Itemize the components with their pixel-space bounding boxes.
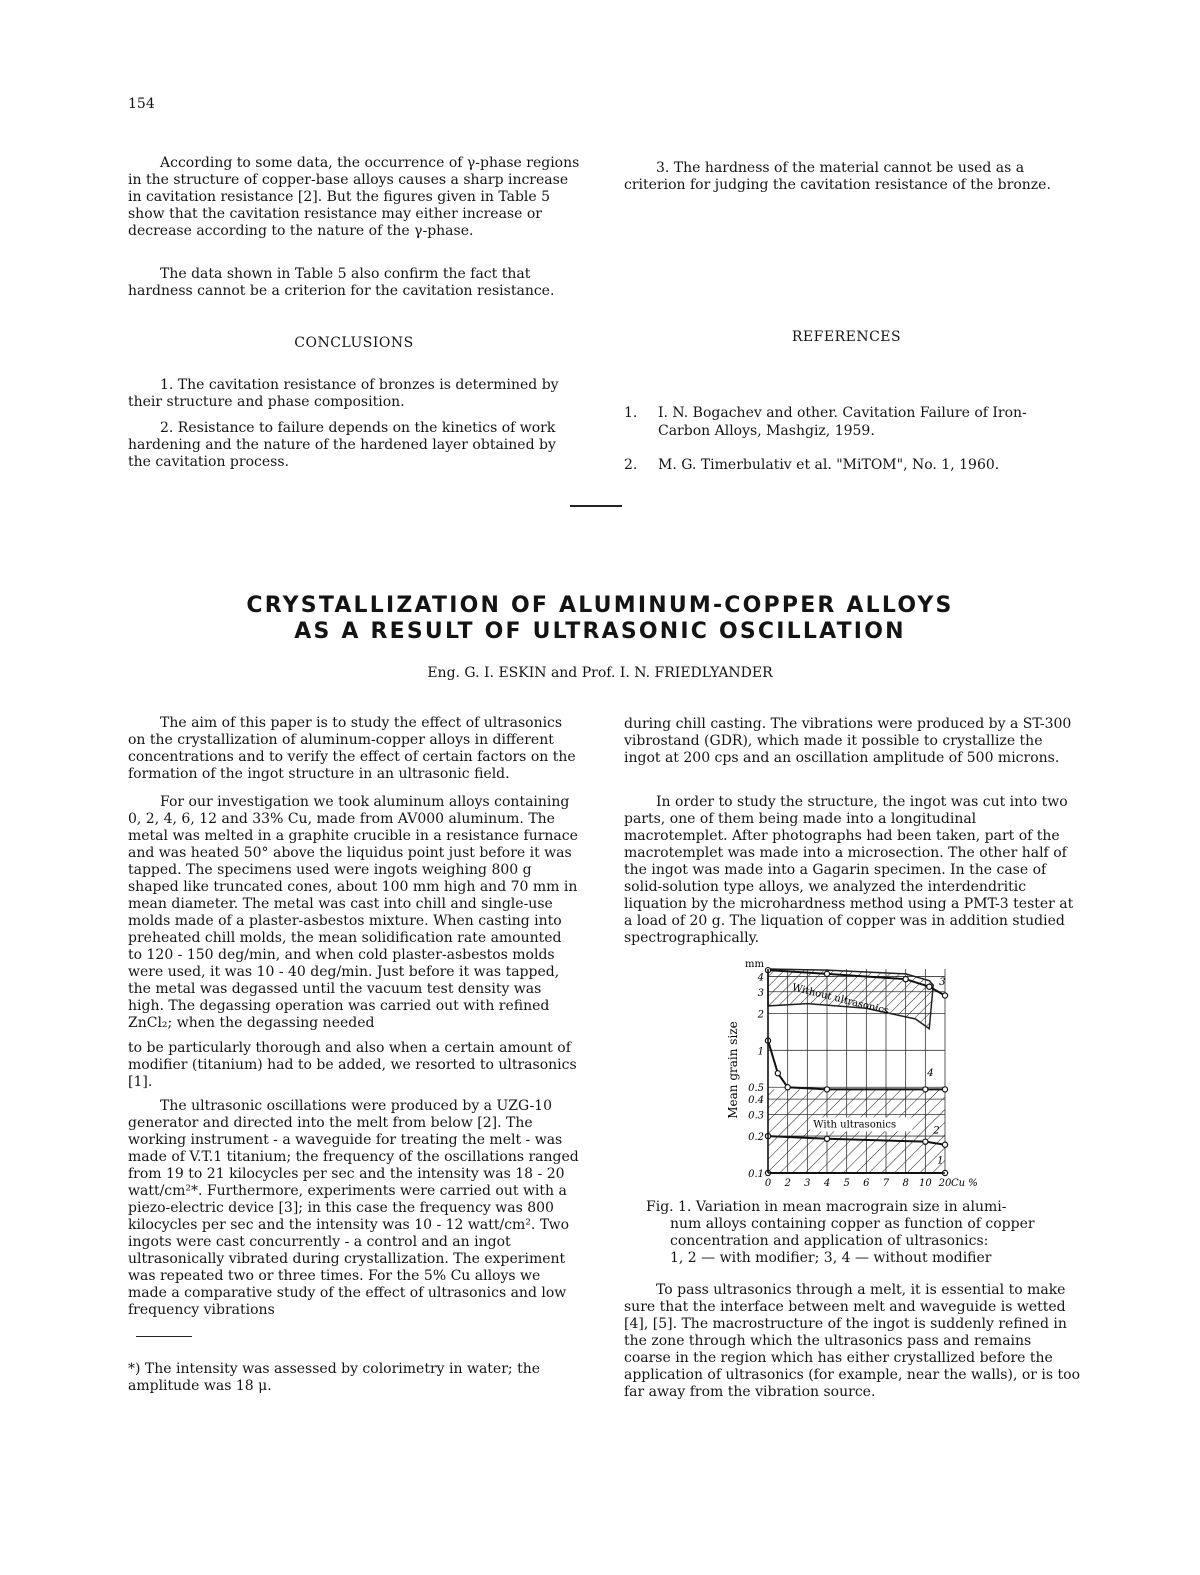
x-tick-label: 6	[863, 1178, 870, 1189]
caption-line: 1, 2 — with modifier; 3, 4 — without modifier	[670, 1250, 992, 1266]
series-point-2	[923, 1139, 928, 1144]
x-tick-label: 0	[764, 1178, 772, 1189]
reference-1	[624, 405, 1069, 445]
paragraph-structure: In order to study the structure, the ingot was cut into two parts, one of them being made into a longitudinal macrotemplet. After photographs had been taken, part of the macrotemplet was made into a microsection. The other half of the ingot was made into a Gagarin specimen. In the case of solid-solution type alloys, we analyzed the interdendritic liquation by the microhardness method using a PMT-3 tester at a load of 20 g. The liquation of copper was in addition studied spectrographically.	[624, 794, 1074, 946]
footnote-text: The intensity was assessed by colorimetry in water; the amplitude was 18 μ.	[128, 1361, 540, 1394]
figure-1-chart	[730, 955, 1020, 1190]
x-tick-label: 5	[843, 1178, 850, 1189]
y-tick-label: 3	[757, 987, 764, 999]
series-label-1: 1	[937, 1155, 944, 1167]
footnote-rule	[136, 1336, 192, 1337]
y-tick-label: 1	[757, 1046, 764, 1058]
band-label-without: Without ultrasonics	[790, 982, 890, 1017]
conclusion-3: 3. The hardness of the material cannot be used as a criterion for judging the cavitation resistance of the bronze.	[624, 160, 1051, 193]
paragraph-melt-interface: To pass ultrasonics through a melt, it is essential to make sure that the interface between melt and waveguide is wetted [4], [5]. The macrostructure of the ingot is suddenly refined in the zone through which the ultrasonics pass and remains coarse in the region which has either crystallized before the application of ultrasonics (for example, near the walls), or is too far away from the vibration source.	[624, 1282, 1081, 1400]
paragraph-chill-casting: during chill casting. The vibrations were produced by a ST-300 vibrostand (GDR), which made it possible to crystallize the ingot at 200 cps and an oscillation amplitude of 500 microns.	[624, 716, 1072, 766]
footnote-mark: *)	[128, 1361, 141, 1377]
series-line-4	[768, 1041, 945, 1090]
paragraph-ultrasonics-modifier: to be particularly thorough and also when a certain amount of modifier (titanium) had to be added, we resorted to ultrasonics [1].	[128, 1040, 577, 1090]
x-tick-label: 7	[882, 1178, 890, 1189]
page-number: 154	[128, 96, 155, 112]
y-tick-label: 2	[757, 1009, 764, 1021]
caption-line: num alloys containing copper as function of copper	[670, 1216, 1035, 1232]
series-point-4	[785, 1085, 790, 1090]
series-point-3	[927, 984, 932, 989]
x-tick-label: 4	[823, 1178, 831, 1189]
paragraph-hardness: The data shown in Table 5 also confirm the fact that hardness cannot be a criterion for the cavitation resistance.	[128, 266, 555, 299]
y-tick-label: 0.4	[748, 1095, 764, 1107]
paragraph-gamma-phase: According to some data, the occurrence of γ-phase regions in the structure of copper-base alloys causes a sharp increase in cavitation resistance [2]. But the figures given in Table 5 show that the cavitation resistance may either increase or decrease according to the nature of the γ-phase.	[128, 155, 580, 239]
series-point-3	[824, 971, 829, 976]
y-tick-label: 4	[757, 972, 764, 984]
reference-number: 1.	[624, 405, 638, 421]
reference-text: Carbon Alloys, Mashgiz, 1959.	[658, 423, 875, 439]
x-tick-label: 8	[902, 1178, 909, 1189]
conclusions-heading: CONCLUSIONS	[294, 335, 414, 351]
x-unit-label: Cu %	[951, 1178, 978, 1189]
x-tick-label: 2	[784, 1178, 791, 1189]
paragraph-investigation: For our investigation we took aluminum alloys containing 0, 2, 4, 6, 12 and 33% Cu, made from AV000 aluminum. The metal was melted in a graphite crucible in a resistance furnace and was heated 50° above the liquidus point just before it was tapped. The specimens used were ingots weighing 800 g shaped like truncated cones, about 100 mm high and 70 mm in mean diameter. The metal was cast into chill and single-use molds made of a plaster-asbestos mixture. When casting into preheated chill molds, the mean solidification rate amounted to 120 - 150 deg/min, and when cold plaster-asbestos molds were used, it was 10 - 40 deg/min. Just before it was tapped, the metal was degassed until the vacuum test density was high. The degassing operation was carried out with refined ZnCl₂; when the degassing needed	[128, 794, 578, 1031]
caption-line: Fig. 1. Variation in mean macrograin size in alumi-	[646, 1199, 1007, 1215]
article-authors: Eng. G. I. ESKIN and Prof. I. N. FRIEDLYANDER	[427, 665, 773, 681]
y-axis-label-block	[722, 1010, 744, 1130]
references-heading: REFERENCES	[791, 329, 902, 345]
reference-text: I. N. Bogachev and other. Cavitation Failure of Iron-	[658, 405, 1027, 421]
series-point-2	[824, 1136, 829, 1141]
section-divider	[570, 505, 622, 507]
y-unit-label: mm	[745, 959, 764, 970]
paragraph-oscillations: The ultrasonic oscillations were produced by a UZG-10 generator and directed into the melt from below [2]. The working instrument - a waveguide for treating the melt - was made of V.T.1 titanium; the frequency of the oscillations ranged from 19 to 21 kilocycles per sec and the intensity was 18 - 20 watt/cm²*. Furthermore, experiments were carried out with a piezo-electric device [3]; in this case the frequency was 800 kilocycles per sec and the intensity was 10 - 12 watt/cm². Two ingots were cast concurrently - a control and an ingot ultrasonically vibrated during crystallization. The experiment was repeated two or three times. For the 5% Cu alloys we made a comparative study of the effect of ultrasonics and low frequency vibrations	[128, 1098, 579, 1318]
series-label-3: 3	[939, 977, 946, 989]
article-title-line-2: AS A RESULT OF ULTRASONIC OSCILLATION	[294, 619, 906, 644]
y-tick-label: 0.2	[748, 1132, 764, 1144]
series-label-2: 2	[933, 1125, 940, 1137]
series-point-2	[942, 1142, 947, 1147]
band-label-with: With ultrasonics	[813, 1119, 897, 1131]
x-tick-label: 10	[918, 1178, 932, 1189]
footnote	[128, 1361, 580, 1395]
conclusion-1: 1. The cavitation resistance of bronzes is determined by their structure and phase composition.	[128, 377, 559, 410]
reference-text: M. G. Timerbulativ et al. "MiTOM", No. 1, 1960.	[658, 457, 1000, 473]
caption-line: concentration and application of ultrasonics:	[670, 1233, 989, 1249]
y-tick-label: 0.1	[748, 1169, 764, 1180]
series-point-4	[942, 1087, 947, 1092]
y-tick-label: 0.5	[748, 1083, 764, 1095]
figure-1-caption	[646, 1199, 1086, 1267]
y-axis-label: Mean grain size	[726, 1021, 740, 1119]
x-tick-label: 3	[804, 1178, 811, 1189]
conclusion-2: 2. Resistance to failure depends on the kinetics of work hardening and the nature of the hardened layer obtained by the cavitation process.	[128, 420, 556, 470]
series-point-4	[923, 1087, 928, 1092]
series-point-3	[903, 977, 908, 982]
article-title-line-1: CRYSTALLIZATION OF ALUMINUM-COPPER ALLOYS	[246, 593, 954, 618]
series-point-4	[824, 1087, 829, 1092]
series-label-4: 4	[927, 1067, 934, 1079]
paragraph-aim: The aim of this paper is to study the effect of ultrasonics on the crystallization of aluminum-copper alloys in different concentrations and to verify the effect of certain factors on the formation of the ingot structure in an ultrasonic field.	[128, 715, 576, 782]
reference-2	[624, 457, 1069, 477]
series-point-3	[942, 993, 947, 998]
series-point-4	[775, 1071, 780, 1076]
reference-number: 2.	[624, 457, 638, 473]
x-tick-label: 20	[938, 1178, 952, 1189]
y-tick-label: 0.3	[748, 1110, 764, 1122]
